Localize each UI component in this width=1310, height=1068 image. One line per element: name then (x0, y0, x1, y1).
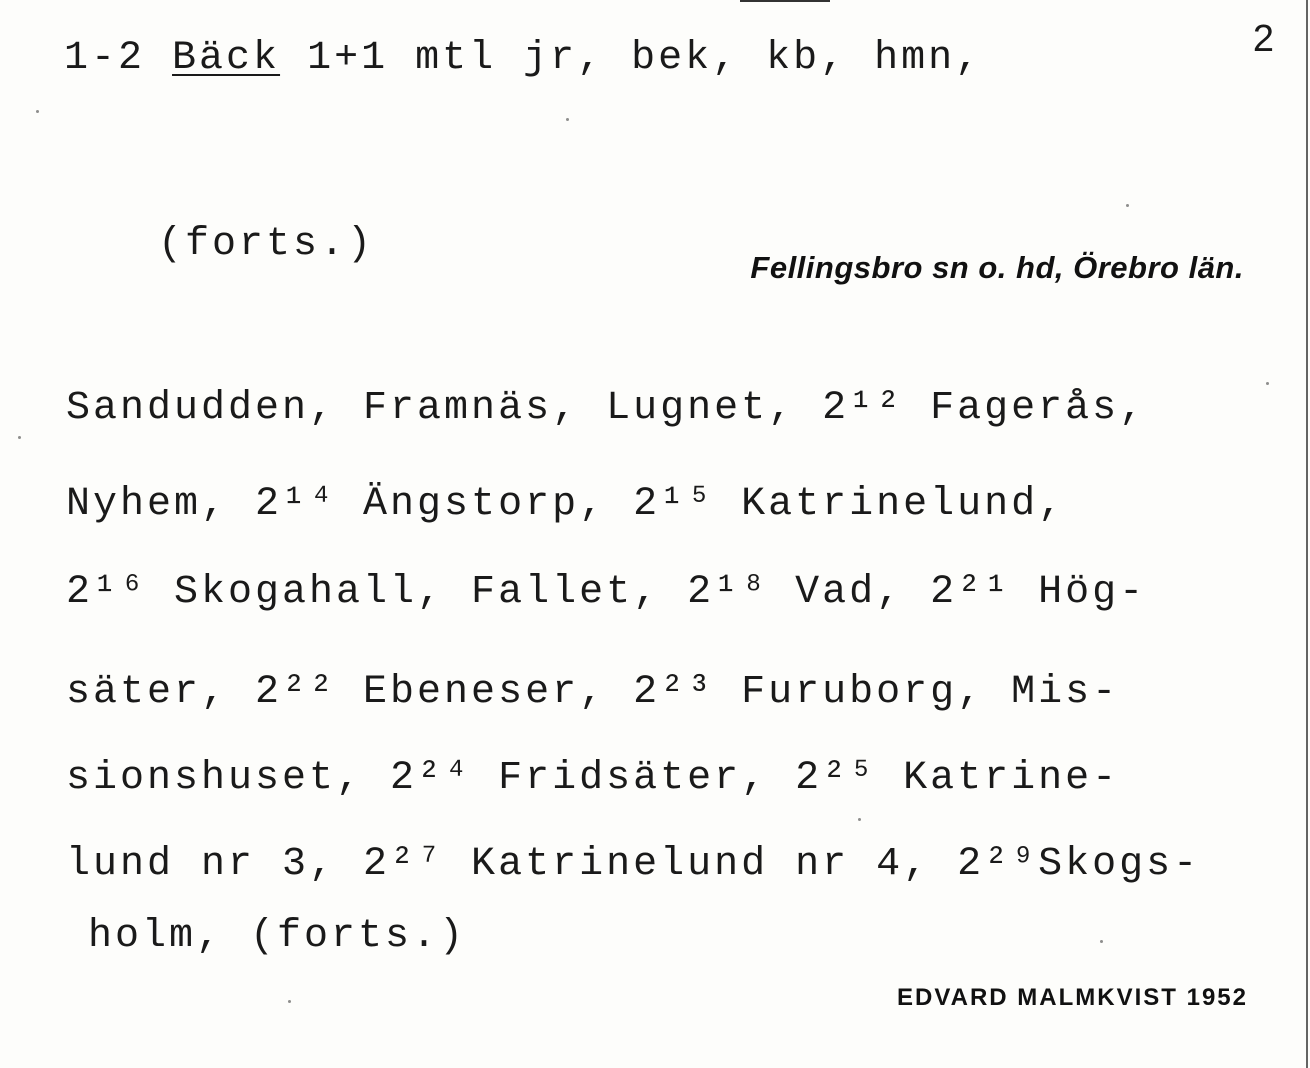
card-right-edge (1306, 0, 1308, 1068)
card-top-mark (740, 0, 830, 2)
scan-speck (1266, 382, 1269, 385)
scan-speck (858, 818, 861, 821)
scan-speck (36, 110, 39, 113)
header-line (64, 36, 982, 81)
body-line: lund nr 3, 2²⁷ Katrinelund nr 4, 2²⁹Skogs- (66, 842, 1201, 887)
scan-speck (288, 1000, 291, 1003)
scan-speck (1126, 204, 1129, 207)
scan-speck (18, 436, 21, 439)
card-number: 2 (1252, 18, 1274, 60)
scan-speck (566, 118, 569, 121)
scan-speck (1100, 940, 1103, 943)
body-line: 2¹⁶ Skogahall, Fallet, 2¹⁸ Vad, 2²¹ Hög- (66, 570, 1147, 615)
parish-stamp: Fellingsbro sn o. hd, Örebro län. (750, 250, 1244, 285)
header-details: 1+1 mtl jr, bek, kb, hmn, (307, 36, 983, 81)
continued-note-top: (forts.) (158, 222, 375, 267)
body-line: Sandudden, Framnäs, Lugnet, 2¹² Fagerås, (66, 386, 1147, 431)
header-range: 1-2 (64, 36, 146, 81)
signature-stamp: EDVARD MALMKVIST 1952 (897, 984, 1248, 1011)
body-line-last: holm, (forts.) (88, 914, 467, 959)
header-place-name: Bäck (172, 36, 281, 81)
body-line: sionshuset, 2²⁴ Fridsäter, 2²⁵ Katrine- (66, 756, 1120, 801)
body-line: Nyhem, 2¹⁴ Ängstorp, 2¹⁵ Katrinelund, (66, 482, 1066, 527)
body-line: säter, 2²² Ebeneser, 2²³ Furuborg, Mis- (66, 670, 1120, 715)
